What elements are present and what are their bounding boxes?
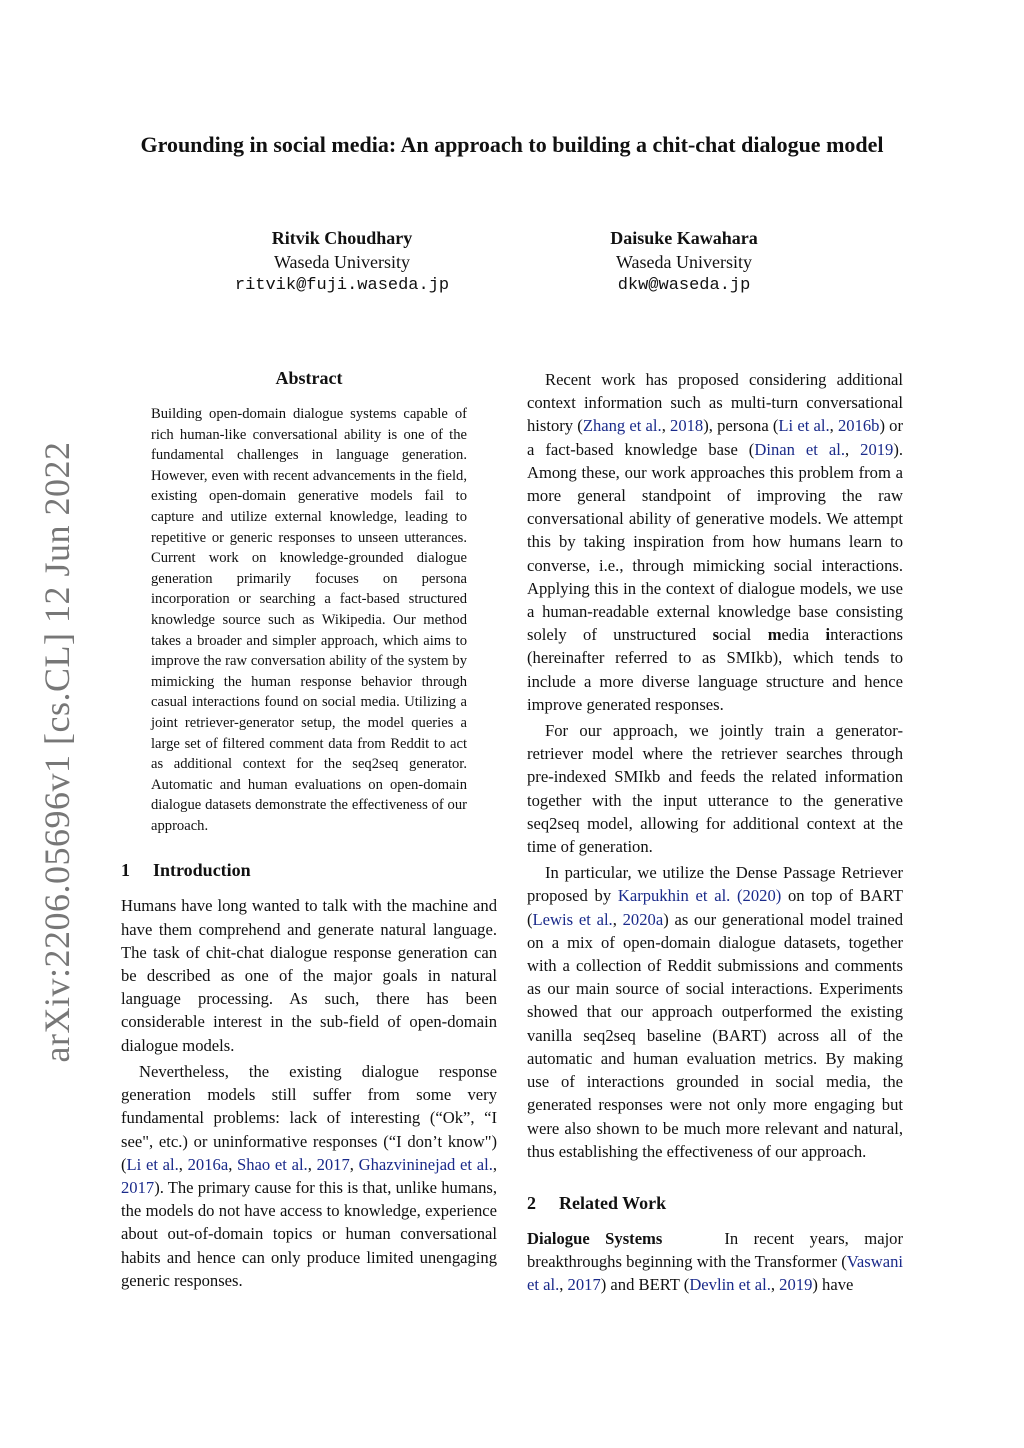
author-name: Daisuke Kawahara	[610, 228, 758, 248]
author-email: ritvik@fuji.waseda.jp	[234, 276, 450, 295]
author-block	[504, 226, 864, 298]
section-heading-related-work	[527, 1191, 903, 1215]
citation-link[interactable]: Li et al.	[778, 416, 830, 436]
citation-link[interactable]: 2019	[779, 1275, 813, 1295]
abstract-text: Building open-domain dialogue systems capable of rich human-like conversational ability is one of the fundamental challenges in language generation. However, even with recent advancements in the field, existing open-domain generative models fail to capture and utilize external knowledge, leading to repetitive or generic responses to unseen utterances. Current work on knowledge-grounded dialogue generation primarily focuses on persona incorporation or searching a fact-based structured knowledge source such as Wikipedia. Our method takes a broader and simpler approach, which aims to improve the raw conversation ability of the system by mimicking the human response behavior through casual interactions found on social media. Utilizing a joint retriever-generator setup, the model queries a large set of filtered comment data from Reddit to act as additional context for the seq2seq generator. Automatic and human evaluations on open-domain dialogue datasets demonstrate the effectiveness of our approach.	[151, 406, 467, 834]
author-email: dkw@waseda.jp	[617, 276, 751, 295]
intro-paragraph-5: In particular, we utilize the Dense Passage Retriever proposed by Karpukhin et al. (2020) on top of BART (Lewis et al., 2020a) as our generational model trained on a mix of open-domain dialogue datasets, together with a collection of Reddit submissions and comments as our main source of social interactions. Experiments showed that our approach outperformed the existing vanilla seq2seq baseline (BART) across all of the automatic and human evaluation metrics. By making use of interactions grounded in social media, the generated responses were not only more engaging but were also shown to be much more relevant and natural, thus establishing the effectiveness of our approach.	[527, 863, 904, 1161]
section-number: 1	[121, 860, 130, 881]
citation-link[interactable]: 2019	[860, 439, 894, 459]
citation-link[interactable]: 2020a	[622, 909, 664, 929]
intro-paragraph-4: For our approach, we jointly train a generator-retriever model where the retriever searches through pre-indexed SMIkb and feeds the related information together with the input utterance to the generative seq2seq model, allowing for additional context at the time of generation.	[527, 721, 903, 857]
author-block	[162, 226, 522, 298]
intro-paragraph-3: Recent work has proposed considering additional context information such as multi-turn conversational history (Zhang et al., 2018), persona (Li et al., 2016b) or a fact-based knowledge base (Dinan et al., 2019). Among these, our work approaches this problem from a more general standpoint of improving the raw conversational ability of generative models. We attempt this by taking inspiration from how humans learn to converse, i.e., through mimicking social interactions. Applying this in the context of dialogue models, we use a human-readable external knowledge base consisting solely of unstructured social media interactions (hereinafter referred to as SMIkb), which tends to include a more diverse language structure and hence improve generated responses.	[527, 370, 904, 714]
citation-link[interactable]: Li et al.	[126, 1154, 179, 1174]
citation-link[interactable]: Dinan et al.	[754, 439, 845, 459]
citation-link[interactable]: Karpukhin et al. (2020)	[617, 886, 782, 906]
citation-link[interactable]: 2017	[316, 1154, 350, 1174]
left-column	[121, 366, 497, 1292]
citation-link[interactable]: Ghazvininejad et al.	[358, 1154, 493, 1174]
citation-link[interactable]: Vaswani et al.	[527, 1252, 903, 1295]
citation-link[interactable]: 2016b	[837, 416, 880, 436]
arxiv-stamp: arXiv:2206.05696v1 [cs.CL] 12 Jun 2022	[37, 441, 77, 1063]
author-name: Ritvik Choudhary	[271, 228, 413, 248]
paper-title: Grounding in social media: An approach to building a chit-chat dialogue model	[140, 132, 884, 157]
related-paragraph-1: Dialogue Systems In recent years, major breakthroughs beginning with the Transformer (Vaswani et al., 2017) and BERT (Devlin et al., 2019) have	[527, 1228, 903, 1295]
author-affiliation: Waseda University	[615, 252, 752, 272]
intro-paragraph-2: Nevertheless, the existing dialogue response generation models still suffer from some very fundamental problems: lack of interesting (“Ok”, “I see", etc.) or uninformative responses (“I don’t know") (Li et al., 2016a, Shao et al., 2017, Ghazvininejad et al., 2017). The primary cause for this is that, unlike humans, the models do not have access to knowledge, experience about out-of-domain topics or human conversational habits and hence can only produce limited unengaging generic responses.	[121, 1061, 497, 1290]
citation-link[interactable]: Shao et al.	[237, 1154, 308, 1174]
right-column	[527, 368, 903, 1297]
citation-link[interactable]: 2017	[121, 1177, 155, 1197]
citation-link[interactable]: Lewis et al.	[532, 909, 613, 929]
section-heading-introduction	[121, 858, 497, 882]
author-affiliation: Waseda University	[273, 252, 410, 272]
section-number: 2	[527, 1192, 536, 1213]
intro-paragraph-1: Humans have long wanted to talk with the machine and have them comprehend and generate natural language. The task of chit-chat dialogue response generation can be described as one of the major goals in natural language processing. As such, there has been considerable interest in the sub-field of open-domain dialogue models.	[121, 896, 497, 1055]
section-title: Related Work	[559, 1192, 667, 1213]
citation-link[interactable]: Devlin et al.	[689, 1275, 771, 1295]
paragraph-heading: Dialogue Systems	[527, 1228, 663, 1248]
section-title: Introduction	[153, 860, 251, 881]
citation-link[interactable]: 2016a	[187, 1154, 229, 1174]
citation-link[interactable]: 2018	[670, 416, 704, 436]
citation-link[interactable]: 2017	[567, 1275, 601, 1295]
abstract-heading: Abstract	[275, 368, 343, 388]
citation-link[interactable]: Zhang et al.	[582, 416, 662, 436]
